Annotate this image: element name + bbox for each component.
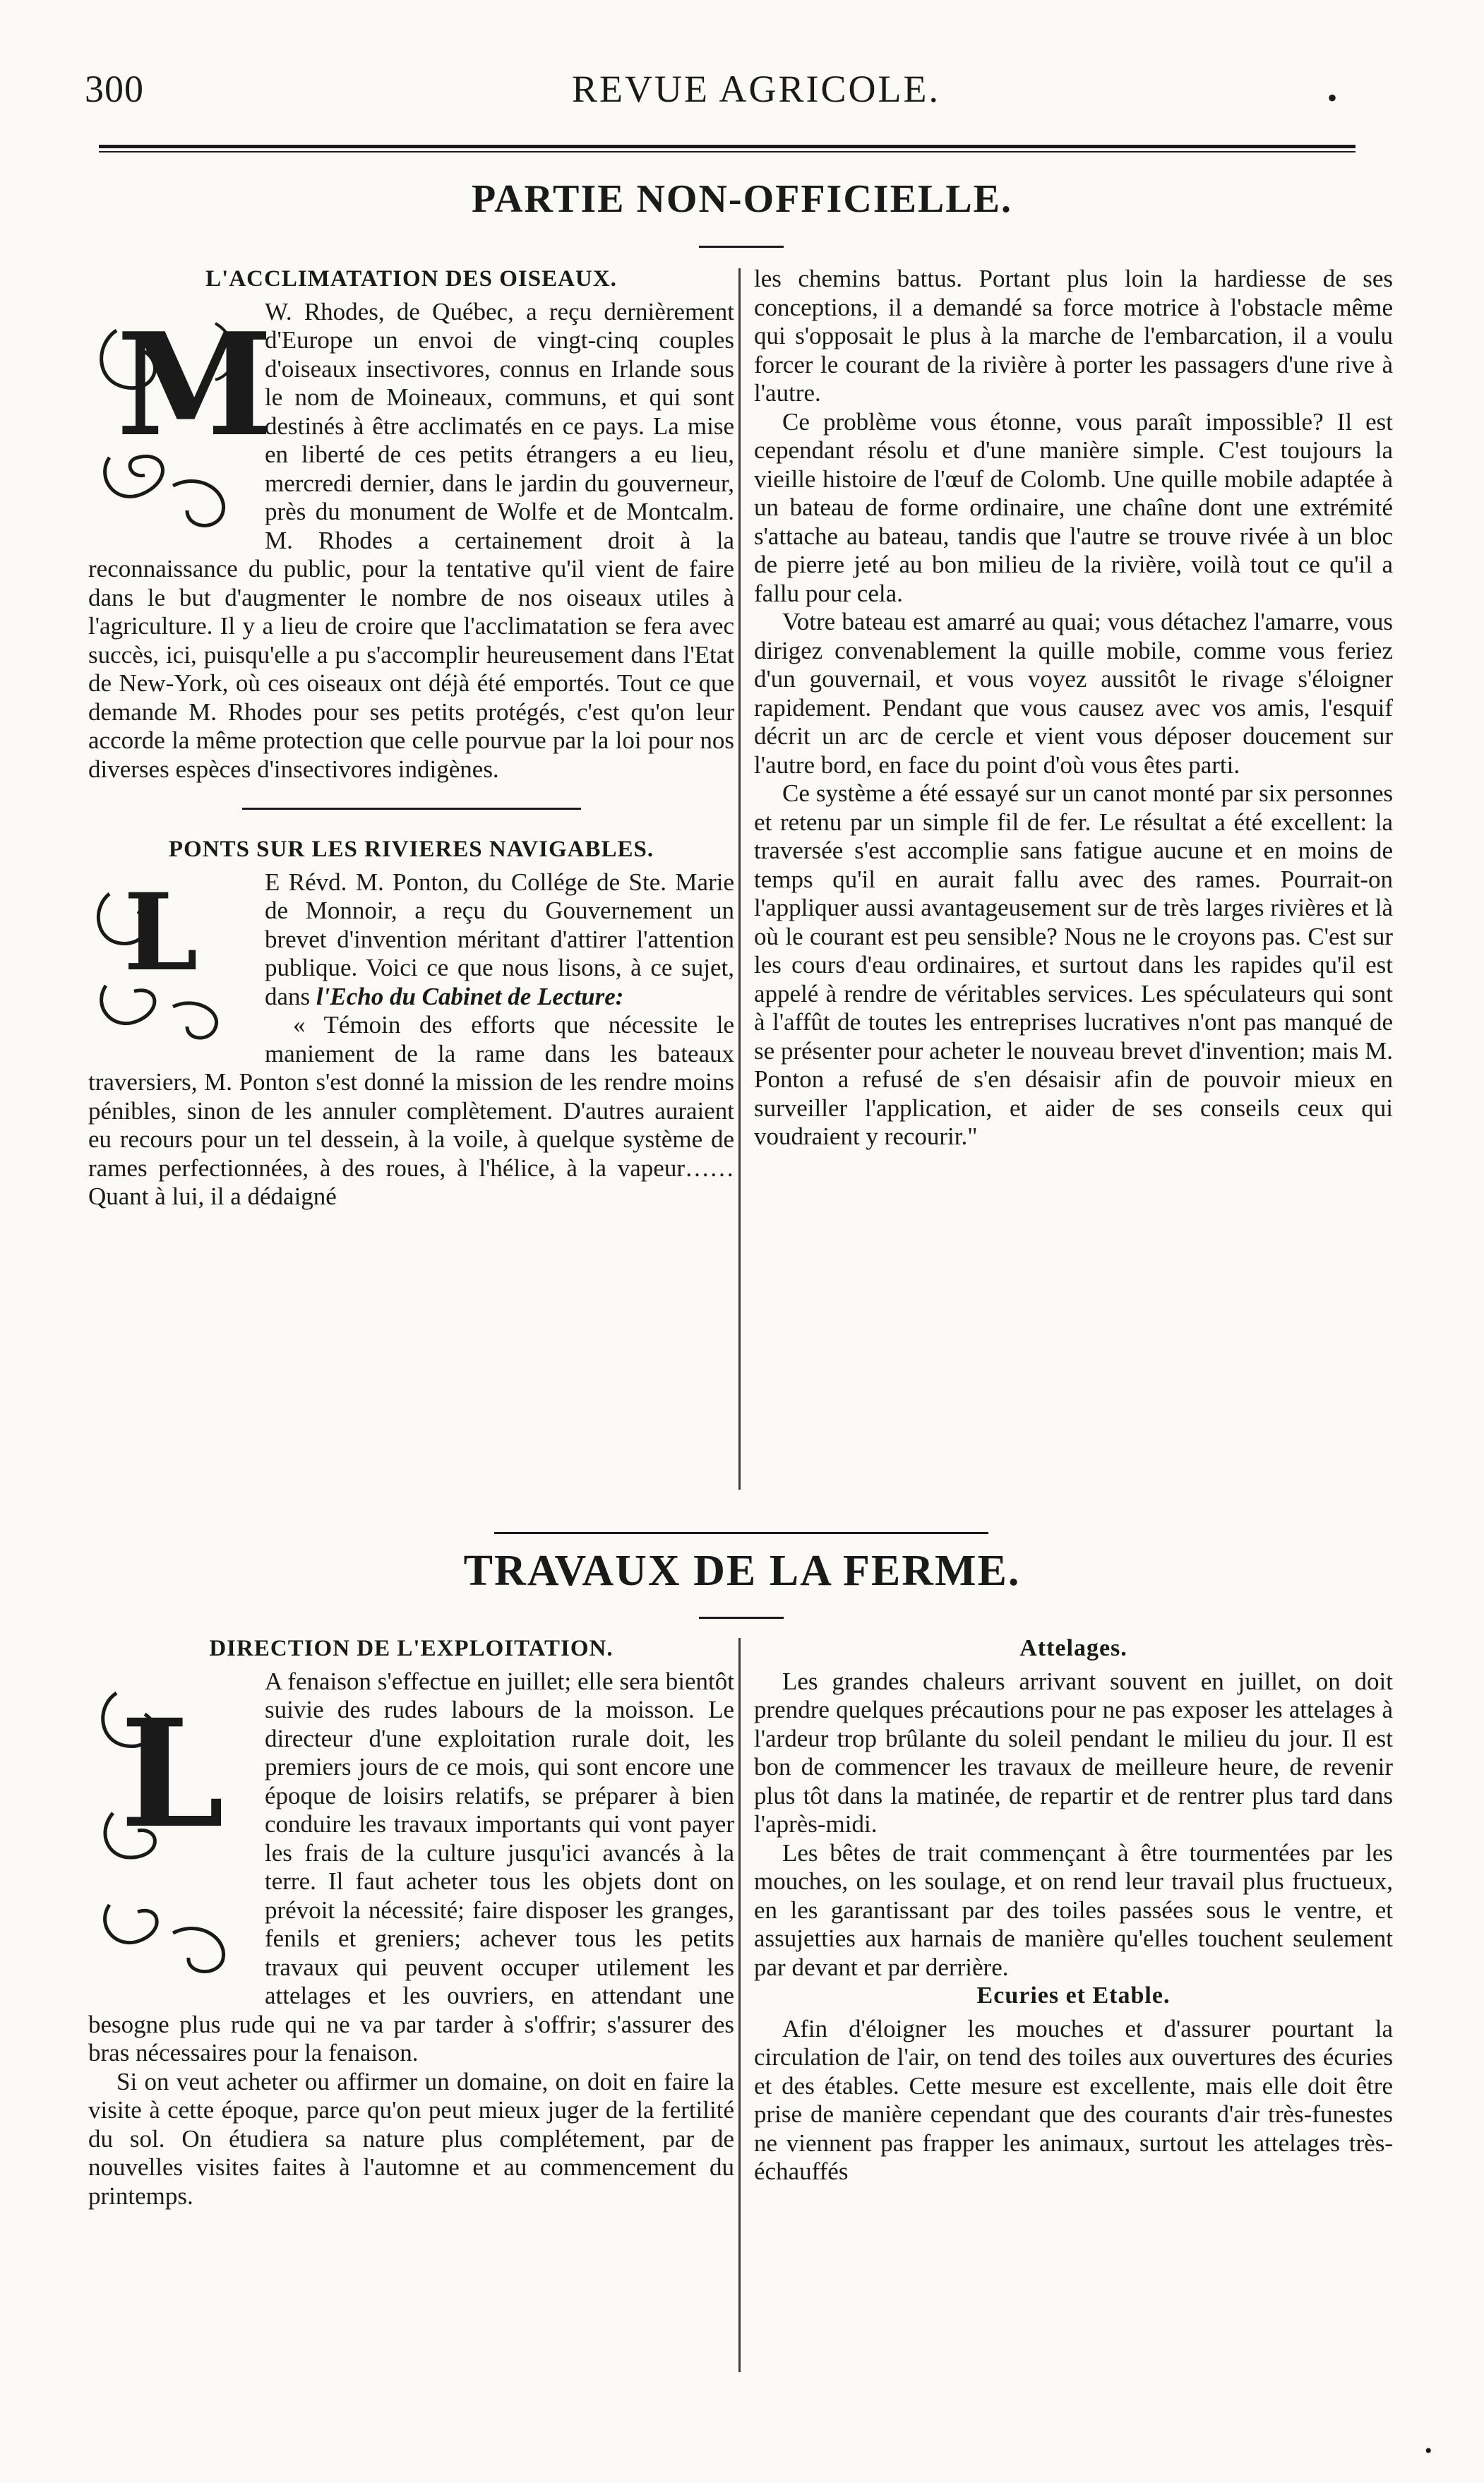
ornamental-dropcap: [88, 870, 251, 1049]
title-divider: [699, 1617, 784, 1619]
subsection-heading-ecuries: Ecuries et Etable.: [976, 1982, 1171, 2009]
article-paragraph: Si on veut acheter ou affirmer un domaine, on doit en faire la visite à cette époque, parce qu'on peut mieux juger de la fertilité du sol. On étudiera sa nature plus complétement, par de nouvelles visites faites à l'automne et au commencement du printemps.: [88, 2067, 734, 2210]
ornamental-dropcap: [88, 301, 273, 535]
title-divider: [699, 246, 784, 248]
article-paragraph: Ce problème vous étonne, vous paraît impossible? Il est cependant résolu et d'une manière simple. C'est toujours la vieille histoire de l'œuf de Colomb. Une quille mobile adaptée à un bateau de forme ordinaire, une chaîne dont une extrémité s'attache au bateau, tandis que l'autre se trouve rivée à un bloc de pierre jeté au bon milieu de la rivière, voilà tout ce qu'il a fallu pour cela.: [754, 407, 1393, 607]
article-paragraph: W. Rhodes, de Québec, a reçu dernièrement d'Europe un envoi de vingt-cinq couples d'oiseaux insectivores, connus en Irlande sous le nom de Moineaux, communs, et qui sont destinés à être acclimatés en ce pays. La mise en liberté de ces petits étrangers a eu lieu, mercredi dernier, dans le jardin du gouverneur, près du monument de Wolfe et de Montcalm. M. Rhodes a certainement droit à la reconnaissance du public, pour la tentative qu'il vient de faire dans le but d'augmenter le nombre de nos oiseaux utiles à l'agriculture. Il y a lieu de croire que l'acclimatation se fera avec succès, ici, puisqu'elle a pu s'accomplir heureusement dans l'Etat de New-York, où ces oiseaux ont déjà été emportés. Tout ce que demande M. Rhodes pour ses petits protégés, c'est qu'on leur accorde la même protection que celle pourvue par la loi pour nos diverses espèces d'insectivores indigènes.: [88, 297, 734, 783]
header-rule-thin: [99, 151, 1356, 152]
ornamental-dropcap: [88, 1672, 251, 1982]
dropcap-letter: L: [120, 1686, 225, 1861]
column-divider: [738, 1638, 741, 2372]
quoted-paragraph: « Témoin des efforts que nécessite le maniement de la rame dans les bateaux traversiers, M. Ponton s'est donné la mission de les rendre moins pénibles, sinon de les annuler complètement. D'autres auraient eu recours pour un tel dessein, à la voile, à quelque système de rames perfectionnées, à des roues, à l'hélice, à la vapeur……Quant à lui, il a dédaigné: [88, 1011, 734, 1210]
article-paragraph: Afin d'éloigner les mouches et d'assurer pourtant la circulation de l'air, on tend des toiles aux ouvertures des écuries et des étables. Cette mesure est excellente, mais elle doit être prise de manière cependant que des courants d'air très-funestes ne viennent pas frapper les animaux, surtout les attelages très-échauffés: [754, 2014, 1393, 2185]
journal-title: REVUE AGRICOLE.: [572, 68, 940, 110]
running-head: [85, 67, 1356, 131]
left-column-section1: [88, 265, 734, 1211]
page-number: 300: [85, 68, 144, 110]
dropcap-letter: M: [116, 301, 273, 468]
right-column-section1: [754, 265, 1393, 1151]
section-separator: [494, 1532, 988, 1534]
article-paragraph: Les bêtes de trait commençant à être tourmentées par les mouches, on les soulage, et on rend leur travail plus fructueux, en les garantissant par des toiles passées sous le ventre, et assujetties aux harnais de manière qu'elles touchent seulement par devant et par derrière.: [754, 1838, 1393, 1981]
article-paragraph: les chemins battus. Portant plus loin la hardiesse de ses conceptions, il a demandé sa force motrice à l'obstacle même qui s'opposait le plus à la marche de l'embarcation, il a voulu forcer le courant de la rivière à porter les passagers d'une rive à l'autre.: [754, 265, 1393, 407]
source-citation: l'Echo du Cabinet de Lecture:: [316, 982, 624, 1010]
stray-mark: •: [1425, 2439, 1432, 2463]
column-divider: [738, 268, 741, 1490]
subsection-heading-attelages: Attelages.: [1019, 1635, 1127, 1661]
article-intro: E Révd. M. Ponton, du Collége de Ste. Marie de Monnoir, a reçu du Gouvernement un brevet d'invention méritant d'attirer l'attention publique. Voici ce que nous lisons, à ce sujet, dans: [265, 868, 734, 1010]
dropcap-letter: L: [124, 870, 198, 995]
section-title-non-officielle: PARTIE NON-OFFICIELLE.: [472, 177, 1012, 221]
section-title-travaux: TRAVAUX DE LA FERME.: [463, 1547, 1021, 1595]
article-paragraph: Votre bateau est amarré au quai; vous détachez l'amarre, vous dirigez convenablement la quille mobile, comme vous feriez d'un gouvernail, et vous voyez aussitôt le rivage s'éloigner rapidement. Pendant que vous causez avec vos amis, l'esquif décrit un arc de cercle et vient vous déposer doucement sur l'autre bord, en face du point d'où vous êtes parti.: [754, 608, 1393, 779]
stray-mark: •: [1327, 82, 1338, 114]
article-paragraph: Ce système a été essayé sur un canot monté par six personnes et retenu par un simple fil de fer. Le résultat a été excellent: la traversée s'est accomplie sans fatigue aucune et en moins de temps qu'il en aurait fallu avec des rames. Pourrait-on l'appliquer aussi avantageusement sur de très larges rivières et là où le courant est peu sensible? Nous ne le croyons pas. C'est sur les cours d'eau ordinaires, et surtout dans les rapides qu'il est appelé à rendre de véritables services. Les spéculateurs qui sont à l'affût de toutes les entreprises lucratives n'ont pas manqué de se présenter pour acheter le nouveau brevet d'invention; mais M. Ponton a refusé de s'en désaisir afin de pouvoir mieux en surveiller l'application, et aider de ses conseils ceux qui voudraient y recourir.": [754, 779, 1393, 1150]
article-paragraph: Les grandes chaleurs arrivant souvent en juillet, on doit prendre quelques précautions pour ne pas exposer les attelages à l'ardeur trop brûlante du soleil pendant le milieu du jour. Il est bon de commencer les travaux de meilleure heure, de revenir plus tôt dans la matinée, de repartir et de rentrer plus tard dans l'après-midi.: [754, 1667, 1393, 1838]
article-heading-direction: DIRECTION DE L'EXPLOITATION.: [209, 1636, 614, 1661]
right-column-section2: [754, 1634, 1393, 2186]
article-heading-ponts: PONTS SUR LES RIVIERES NAVIGABLES.: [168, 837, 654, 862]
article-paragraph: A fenaison s'effectue en juillet; elle sera bientôt suivie des rudes labours de la moisson. Le directeur d'une exploitation rurale doit, les premiers jours de ce mois, qui sont encore une époque de loisirs relatifs, se préparer à bien conduire les travaux importants qui vont payer les frais de la culture jusqu'ici avancés à la terre. Il faut acheter tous les objets dont on prévoit la nécessité; faire disposer les granges, fenils et greniers; achever tous les petits travaux qui peuvent occuper utilement les attelages et les ouvriers, en attendant une besogne plus rude qui ne va par tarder à s'offrir; s'assurer des bras nécessaires pour la fenaison.: [88, 1667, 734, 2066]
header-rule-thick: [99, 145, 1356, 148]
left-column-section2: [88, 1634, 734, 2210]
article-separator: [242, 808, 581, 810]
article-heading-acclimatation: L'ACCLIMATATION DES OISEAUX.: [205, 266, 617, 292]
